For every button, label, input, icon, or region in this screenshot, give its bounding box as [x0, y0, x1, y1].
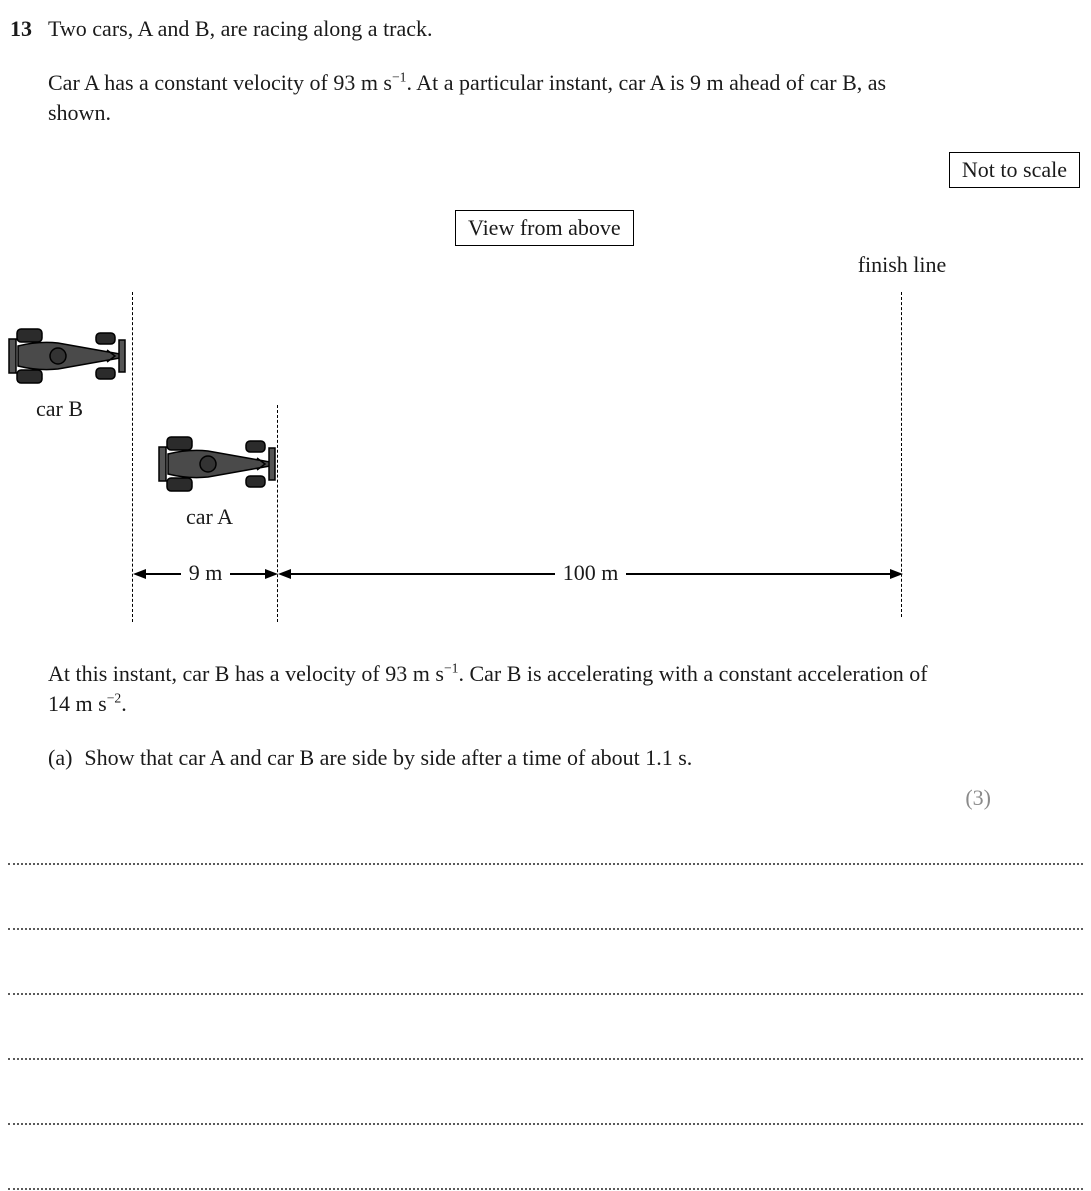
para2-sup-2: −2: [106, 690, 122, 706]
part-a-question: [48, 743, 948, 773]
question-header: [0, 0, 1091, 42]
para2-sup-1: −1: [443, 660, 459, 676]
paragraph-car-b-acceleration: [48, 659, 948, 719]
track-diagram: [0, 128, 1091, 633]
car-a-icon: [158, 436, 278, 492]
finish-line-label: finish line: [857, 251, 947, 277]
measure-9m-label: 9 m: [188, 559, 223, 585]
answer-line: [8, 827, 1083, 865]
part-a-text: Show that car A and car B are side by side after a time of about 1.1 s.: [84, 744, 693, 770]
answer-line: [8, 995, 1083, 1060]
answer-lines: [8, 827, 1083, 1190]
para1-text-1: Car A has a constant velocity of 93 m s: [48, 70, 392, 95]
arrowhead-right-icon: [265, 569, 278, 579]
measure-100m: [278, 559, 903, 585]
part-a-marks: (3): [965, 784, 991, 810]
paragraph-car-a-velocity: [48, 68, 948, 128]
para2-text-1: At this instant, car B has a velocity of 93 m s: [48, 660, 444, 686]
question-number: 13: [10, 16, 32, 41]
arrowhead-left-icon: [133, 569, 146, 579]
car-b-icon: [8, 328, 128, 384]
measure-line: [291, 573, 555, 575]
measure-100m-label: 100 m: [562, 559, 619, 585]
para1-text-2: . At a particular instant, car A is 9 m ahead of car B, as shown.: [48, 70, 887, 125]
measure-9m: [133, 559, 278, 585]
measure-line: [230, 573, 265, 575]
measure-line: [146, 573, 181, 575]
arrowhead-left-icon: [278, 569, 291, 579]
answer-line: [8, 865, 1083, 930]
para1-sup-1: −1: [392, 69, 407, 85]
answer-line: [8, 1125, 1083, 1190]
question-intro: Two cars, A and B, are racing along a track.: [48, 16, 433, 41]
not-to-scale-box: Not to scale: [949, 152, 1080, 188]
answer-line: [8, 1060, 1083, 1125]
para2-text-2: . Car B is accelerating with a constant acceleration of 14 m s: [48, 660, 928, 716]
car-a-label: car A: [186, 503, 234, 529]
arrowhead-right-icon: [890, 569, 903, 579]
answer-line: [8, 930, 1083, 995]
view-from-above-box: View from above: [455, 210, 634, 246]
para2-text-3: .: [121, 690, 127, 716]
car-b-label: car B: [36, 395, 84, 421]
part-a-label: (a): [48, 744, 73, 770]
measure-line: [626, 573, 890, 575]
